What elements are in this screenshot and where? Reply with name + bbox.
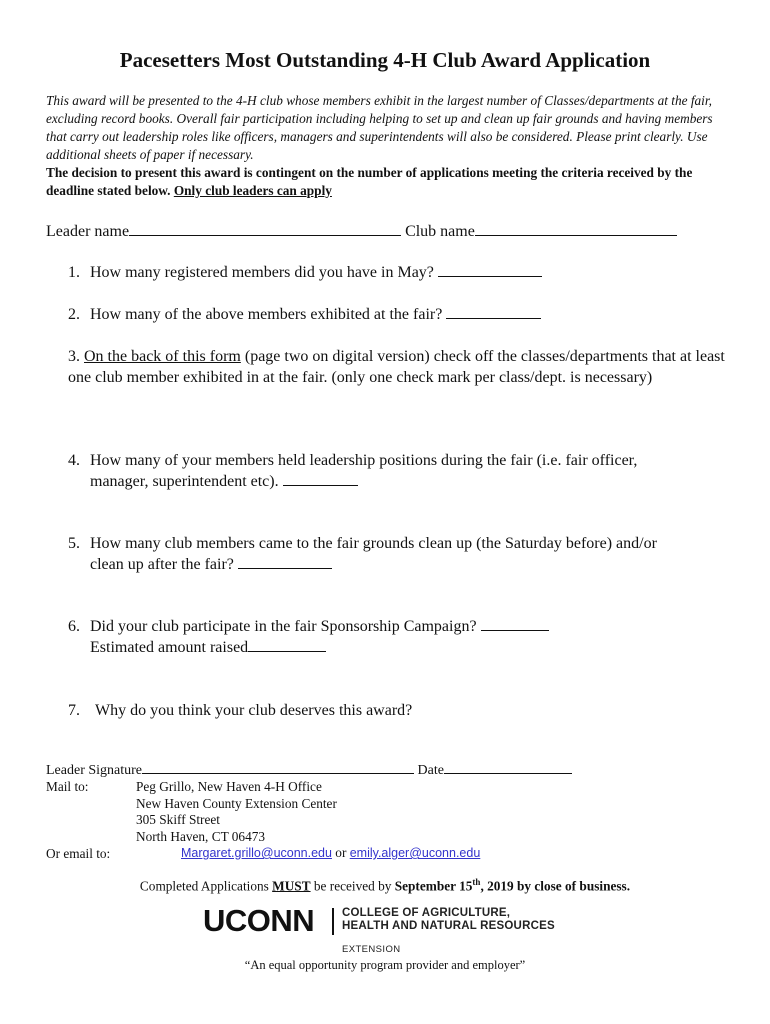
question-5-number: 5.	[68, 535, 80, 552]
question-4-number: 4.	[68, 452, 80, 469]
uconn-wordmark: UCONN	[203, 903, 315, 938]
deadline-notice	[0, 877, 770, 894]
address-line-2: New Haven County Extension Center	[136, 795, 337, 811]
question-3-text: (page two on digital version) check off the classes/departments that at least one club member exhibited in at the fair. (only one check mark per class/dept. is necessary)	[68, 348, 725, 386]
date-label: Date	[417, 763, 444, 778]
deadline-date-suffix: th	[472, 877, 481, 887]
question-6-number: 6.	[68, 618, 80, 635]
question-7-text: Why do you think your club deserves this award?	[95, 702, 413, 719]
email-to-label: Or email to:	[46, 846, 111, 861]
question-4-text-line2: manager, superintendent etc).	[90, 473, 279, 490]
equal-opportunity-tagline: “An equal opportunity program provider and employer”	[244, 958, 526, 972]
logo-divider	[332, 908, 334, 935]
page-title: Pacesetters Most Outstanding 4-H Club Award Application	[119, 48, 651, 72]
question-2	[68, 304, 541, 325]
intro-paragraph	[46, 92, 736, 200]
question-3-number: 3.	[68, 348, 84, 365]
deadline-post: , 2019 by close of business.	[480, 878, 631, 894]
question-3	[68, 346, 728, 388]
question-5	[68, 533, 738, 575]
question-6-amount-field[interactable]	[248, 637, 326, 652]
uconn-logo	[203, 903, 315, 938]
college-name-line2: HEALTH AND NATURAL RESOURCES	[342, 920, 555, 932]
college-name	[342, 907, 555, 933]
question-6	[68, 616, 738, 658]
leader-signature-label: Leader Signature	[46, 763, 143, 778]
question-6-text-line1: Did your club participate in the fair Sponsorship Campaign?	[90, 618, 477, 635]
leader-signature-field[interactable]	[142, 761, 414, 774]
question-5-text-line2: clean up after the fair?	[90, 556, 234, 573]
address-line-1: Peg Grillo, New Haven 4-H Office	[136, 779, 322, 794]
intro-italic-text: This award will be presented to the 4-H club whose members exhibit in the largest number of Classes/departments at the fair, excluding record books. Overall fair participation including helping to set up and clean up fair grounds and having members that carry out leadership roles like officers, managers and superintendents will also be considered. Please print clearly. Use additional sheets of paper if necessary.	[46, 93, 713, 162]
address-line-4: North Haven, CT 06473	[136, 828, 266, 844]
college-name-line1: COLLEGE OF AGRICULTURE,	[342, 907, 511, 919]
question-2-answer-field[interactable]	[446, 304, 541, 319]
question-6-text-line2: Estimated amount raised	[90, 639, 249, 656]
deadline-pre: Completed Applications	[139, 878, 273, 894]
club-name-field[interactable]	[475, 221, 677, 236]
mail-to-label: Mail to:	[46, 779, 89, 794]
question-7-number: 7.	[68, 702, 80, 719]
extension-label: EXTENSION	[342, 944, 401, 955]
question-2-text: How many of the above members exhibited at the fair?	[90, 306, 443, 323]
club-name-label: Club name	[405, 223, 475, 240]
question-4-text-line1: How many of your members held leadership positions during the fair (i.e. fair officer,	[90, 452, 638, 469]
deadline-must: MUST	[272, 878, 311, 894]
intro-apply-note: Only club leaders can apply	[173, 183, 332, 198]
leader-club-row	[46, 221, 677, 242]
question-1-number: 1.	[68, 264, 80, 281]
deadline-mid: be received by	[310, 878, 395, 894]
question-2-number: 2.	[68, 306, 80, 323]
question-5-text-line1: How many club members came to the fair grounds clean up (the Saturday before) and/or	[90, 535, 657, 552]
question-1-text: How many registered members did you have in May?	[90, 264, 434, 281]
question-5-answer-field[interactable]	[238, 554, 332, 569]
question-4	[68, 450, 738, 492]
email-link-emily[interactable]: emily.alger@uconn.edu	[349, 846, 481, 860]
leader-name-field[interactable]	[129, 221, 401, 236]
mailing-address	[136, 779, 337, 845]
email-link-margaret[interactable]: Margaret.grillo@uconn.edu	[181, 846, 332, 860]
signature-row	[46, 761, 572, 779]
intro-bold-text: The decision to present this award is contingent on the number of applications meeting the criteria received by the deadline stated below.	[46, 165, 693, 198]
date-field[interactable]	[444, 761, 572, 774]
question-3-back-of-form: On the back of this form	[84, 348, 241, 365]
email-row	[181, 845, 480, 862]
address-line-3: 305 Skiff Street	[136, 812, 220, 827]
question-4-answer-field[interactable]	[283, 471, 358, 486]
email-or-text: or	[331, 845, 350, 860]
question-6-campaign-field[interactable]	[481, 616, 549, 631]
leader-name-label: Leader name	[46, 223, 130, 240]
deadline-date: September 15	[394, 878, 473, 894]
question-1	[68, 262, 542, 283]
question-1-answer-field[interactable]	[438, 262, 542, 277]
question-7	[68, 700, 412, 721]
